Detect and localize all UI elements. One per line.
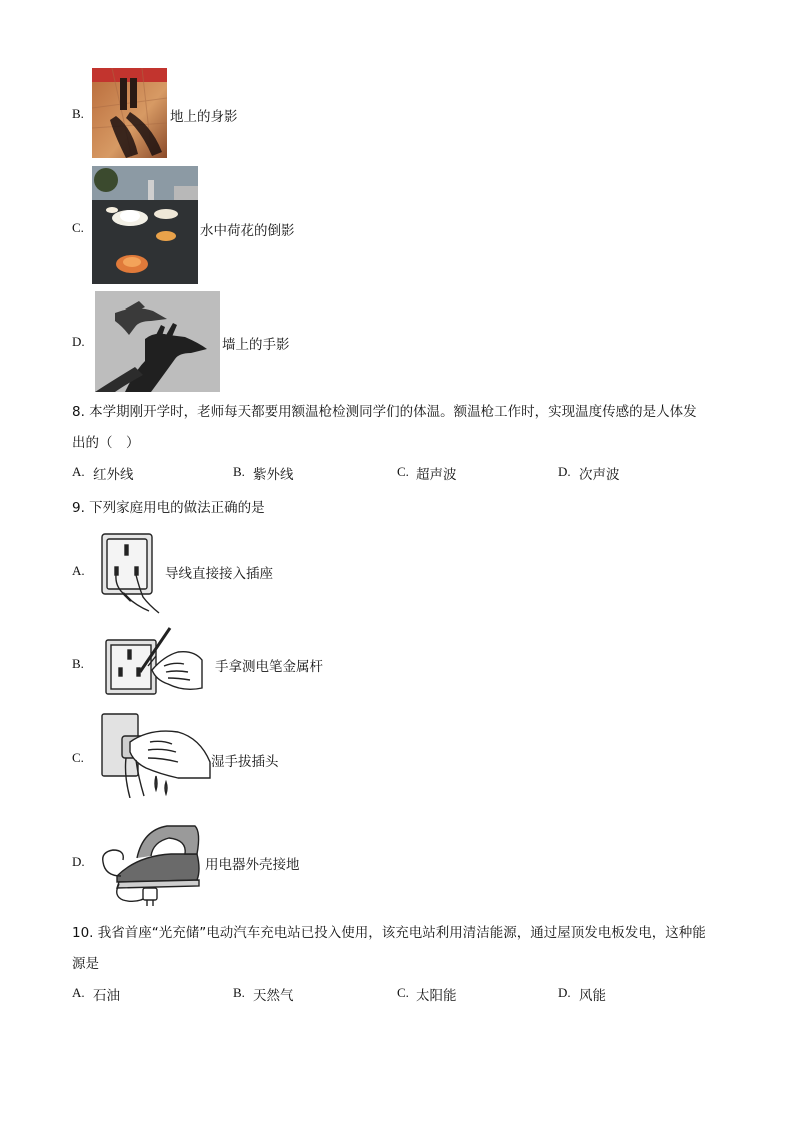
option-label: 石油 [93,988,120,1004]
wet-hand-plug-drawing [100,712,212,798]
option-label: 紫外线 [253,467,294,483]
option-label: 风能 [579,988,606,1004]
option-label: 天然气 [253,988,294,1004]
option-letter: B. [233,985,245,1000]
question-stem-line-1: 10. 我省首座“光充储”电动汽车充电站已投入使用，该充电站利用清洁能源，通过屋顶发电板发电，这种能 [72,925,706,941]
option-label: 太阳能 [416,988,457,1004]
socket-wire-drawing [99,531,163,615]
electric-iron-drawing [97,820,203,908]
option-letter: C. [397,464,409,479]
test-pen-drawing [104,626,206,698]
option-letter: A. [72,464,85,479]
shadow-on-ground-photo [92,68,167,158]
option-letter: B. [72,656,84,671]
question-stem-line-2: 出的（ ） [72,435,140,451]
question-stem-line-1: 8. 本学期刚开学时，老师每天都要用额温枪检测同学们的体温。额温枪工作时，实现温度传感的是人体发 [72,404,697,420]
option-label: 墙上的手影 [222,337,290,353]
option-letter: B. [233,464,245,479]
hand-shadow-photo [95,291,220,392]
option-label: 水中荷花的倒影 [200,223,295,239]
option-letter: D. [72,854,85,869]
option-letter: A. [72,563,85,578]
question-stem: 9. 下列家庭用电的做法正确的是 [72,500,265,516]
option-letter: B. [72,106,84,121]
option-letter: D. [558,985,571,1000]
option-label: 红外线 [93,467,134,483]
question-stem-line-2: 源是 [72,956,99,972]
option-letter: D. [72,334,85,349]
option-letter: C. [72,220,84,235]
option-label: 用电器外壳接地 [205,857,300,873]
lotus-reflection-photo [92,166,198,284]
option-letter: D. [558,464,571,479]
option-label: 手拿测电笔金属杆 [215,659,323,675]
option-label: 导线直接接入插座 [165,566,273,582]
option-label: 次声波 [579,467,620,483]
option-letter: C. [72,750,84,765]
option-label: 湿手拔插头 [211,754,279,770]
option-label: 地上的身影 [170,109,238,125]
option-letter: A. [72,985,85,1000]
option-letter: C. [397,985,409,1000]
option-label: 超声波 [416,467,457,483]
